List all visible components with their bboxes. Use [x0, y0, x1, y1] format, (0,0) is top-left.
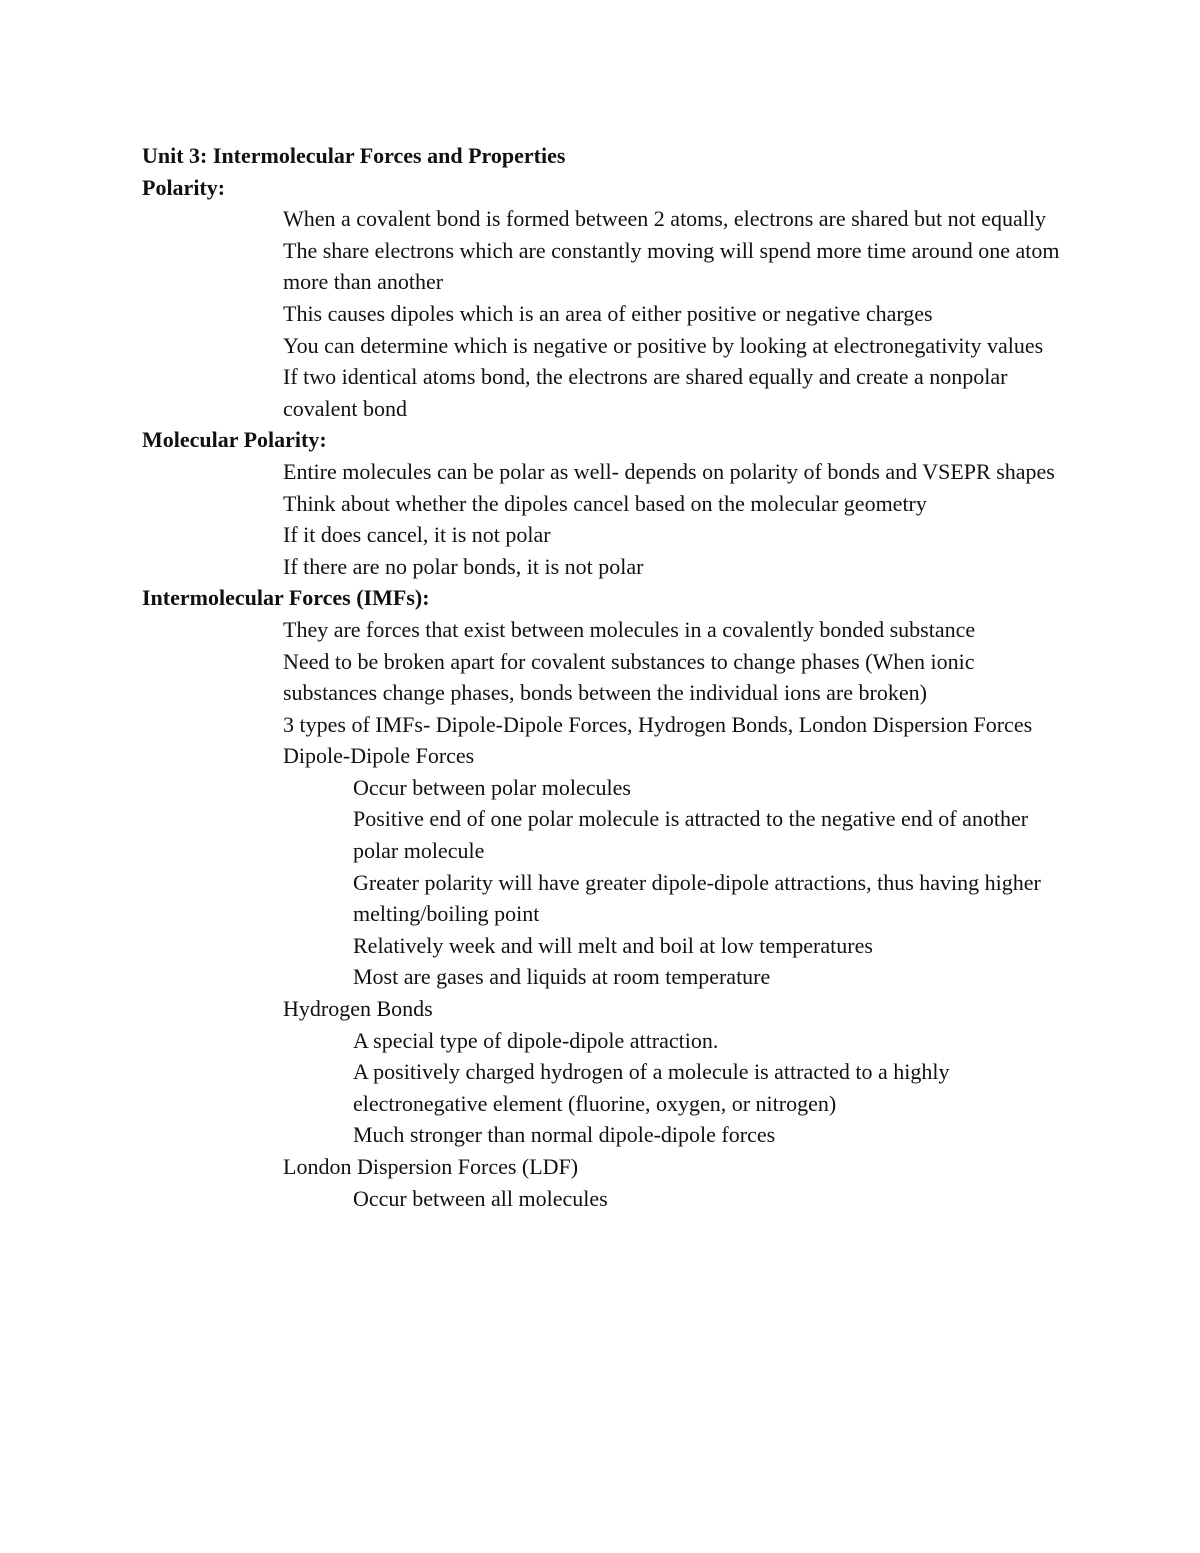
- dipole-dipole-item: Most are gases and liquids at room temperature: [353, 964, 771, 990]
- hydrogen-bonds-item: A special type of dipole-dipole attraction.: [353, 1027, 719, 1053]
- hydrogen-bonds-item: A positively charged hydrogen of a molecule is attracted to a highly electronegative element (fluorine, oxygen, or nitrogen): [353, 1059, 950, 1116]
- dipole-dipole-item: Positive end of one polar molecule is attracted to the negative end of another polar molecule: [353, 806, 1029, 864]
- polarity-item: The share electrons which are constantly moving will spend more time around one atom more than another: [283, 237, 1060, 295]
- subheading-dipole-dipole: Dipole-Dipole Forces: [283, 743, 475, 769]
- section-heading-molecular-polarity: Molecular Polarity:: [142, 427, 327, 453]
- polarity-item: This causes dipoles which is an area of either positive or negative charges: [283, 300, 933, 326]
- document-title: Unit 3: Intermolecular Forces and Properties: [142, 143, 566, 168]
- ldf-item: Occur between all molecules: [353, 1185, 608, 1211]
- section-heading-polarity: Polarity:: [142, 174, 226, 200]
- imfs-item: Need to be broken apart for covalent substances to change phases (When ionic substances change phases, bonds between the individual ions are broken): [283, 648, 975, 706]
- molecular-polarity-item: Entire molecules can be polar as well- depends on polarity of bonds and VSEPR shapes: [283, 458, 1055, 484]
- molecular-polarity-item: If it does cancel, it is not polar: [283, 522, 551, 548]
- imfs-item: 3 types of IMFs- Dipole-Dipole Forces, Hydrogen Bonds, London Dispersion Forces: [283, 711, 1033, 737]
- subheading-ldf: London Dispersion Forces (LDF): [283, 1154, 579, 1179]
- polarity-item: You can determine which is negative or positive by looking at electronegativity values: [283, 332, 1044, 358]
- document-page: [142, 140, 1062, 1214]
- dipole-dipole-item: Relatively week and will melt and boil at low temperatures: [353, 932, 873, 958]
- polarity-item: When a covalent bond is formed between 2 atoms, electrons are shared but not equally: [283, 206, 1047, 232]
- polarity-item: If two identical atoms bond, the electrons are shared equally and create a nonpolar covalent bond: [283, 364, 1008, 421]
- dipole-dipole-item: Occur between polar molecules: [353, 774, 631, 800]
- hydrogen-bonds-item: Much stronger than normal dipole-dipole forces: [353, 1122, 776, 1148]
- dipole-dipole-item: Greater polarity will have greater dipole-dipole attractions, thus having higher melting/boiling point: [353, 869, 1041, 927]
- molecular-polarity-item: If there are no polar bonds, it is not polar: [283, 553, 644, 579]
- molecular-polarity-item: Think about whether the dipoles cancel based on the molecular geometry: [283, 490, 927, 516]
- section-heading-imfs: Intermolecular Forces (IMFs):: [142, 585, 430, 611]
- subheading-hydrogen-bonds: Hydrogen Bonds: [283, 996, 433, 1022]
- imfs-item: They are forces that exist between molecules in a covalently bonded substance: [283, 616, 976, 642]
